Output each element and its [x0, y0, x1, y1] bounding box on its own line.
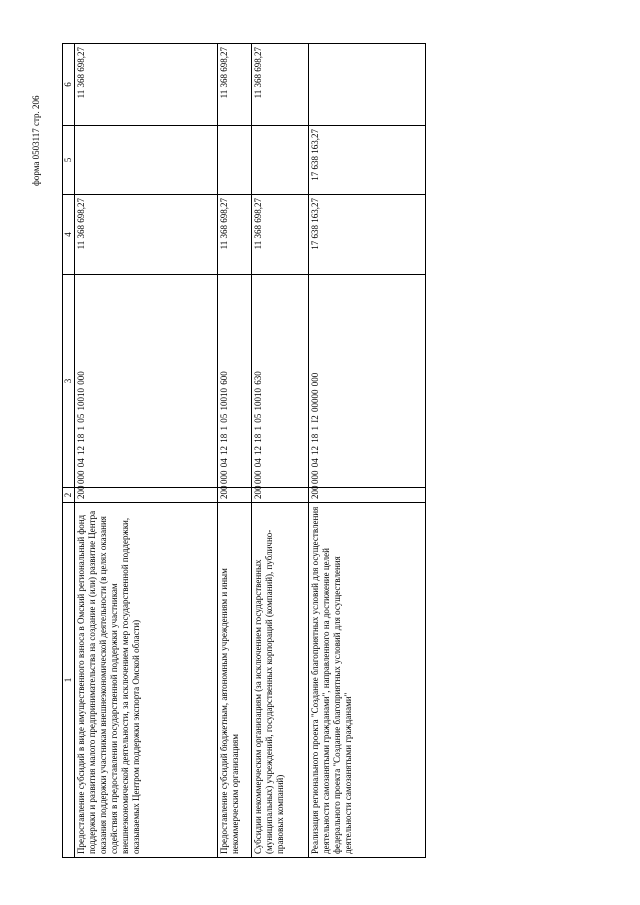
header-cell: 1	[63, 503, 75, 858]
col4-value: 17 638 163,27	[309, 195, 426, 275]
header-cell: 4	[63, 195, 75, 275]
row-name: Субсидии некоммерческим организациям (за исключением государственных (муниципальных) учреждений, государственных корпораций (компаний), публично-правовых компаний)	[252, 503, 309, 858]
col6-value: 11 368 698,27	[75, 44, 218, 126]
header-cell: 5	[63, 126, 75, 195]
col5-value: 17 638 163,27	[309, 126, 426, 195]
header-cell: 6	[63, 44, 75, 126]
col5-value	[218, 126, 252, 195]
table-header-row	[63, 44, 75, 858]
line-code: 200	[252, 488, 309, 503]
table-row	[218, 44, 252, 858]
col4-value: 11 368 698,27	[218, 195, 252, 275]
table-row	[309, 44, 426, 858]
col6-value: 11 368 698,27	[218, 44, 252, 126]
col4-value: 11 368 698,27	[252, 195, 309, 275]
budget-code: 000 04 12 18 1 05 10010 600	[218, 275, 252, 488]
page-header	[30, 16, 46, 186]
table-row	[252, 44, 309, 858]
line-code: 200	[309, 488, 426, 503]
header-cell: 3	[63, 275, 75, 488]
budget-table	[62, 43, 426, 858]
col6-value	[309, 44, 426, 126]
col4-value: 11 368 698,27	[75, 195, 218, 275]
line-code: 200	[75, 488, 218, 503]
line-code: 200	[218, 488, 252, 503]
form-label: форма 0503117 стр. 206	[31, 95, 41, 186]
col6-value: 11 368 698,27	[252, 44, 309, 126]
col5-value	[75, 126, 218, 195]
budget-code: 000 04 12 18 1 05 10010 000	[75, 275, 218, 488]
row-name: Предоставление субсидий в виде имущественного взноса в Омский региональный фонд поддержки и развития малого предпринимательства на создание и (или) развитие Центра оказания поддержки участникам внешнеэкономической деятельности (в целях оказания содействия в предоставлении государственной поддержки участникам внешнеэкономической деятельности, за исключением мер государственной поддержки, оказываемых Центром поддержки экспорта Омской области)	[75, 503, 218, 858]
table-row	[75, 44, 218, 858]
budget-code: 000 04 12 18 1 05 10010 630	[252, 275, 309, 488]
col5-value	[252, 126, 309, 195]
budget-code: 000 04 12 18 1 I2 00000 000	[309, 275, 426, 488]
row-name: Реализация регионального проекта "Создание благоприятных условий для осуществления деятельности самозанятыми гражданами", направленного на достижение целей федерального проекта "Создание благоприятных условий для осуществления деятельности самозанятыми гражданами"	[309, 503, 426, 858]
rotated-table-wrapper	[62, 44, 428, 858]
header-cell: 2	[63, 488, 75, 503]
row-name: Предоставление субсидий бюджетным, автономным учреждениям и иным некоммерческим организациям	[218, 503, 252, 858]
